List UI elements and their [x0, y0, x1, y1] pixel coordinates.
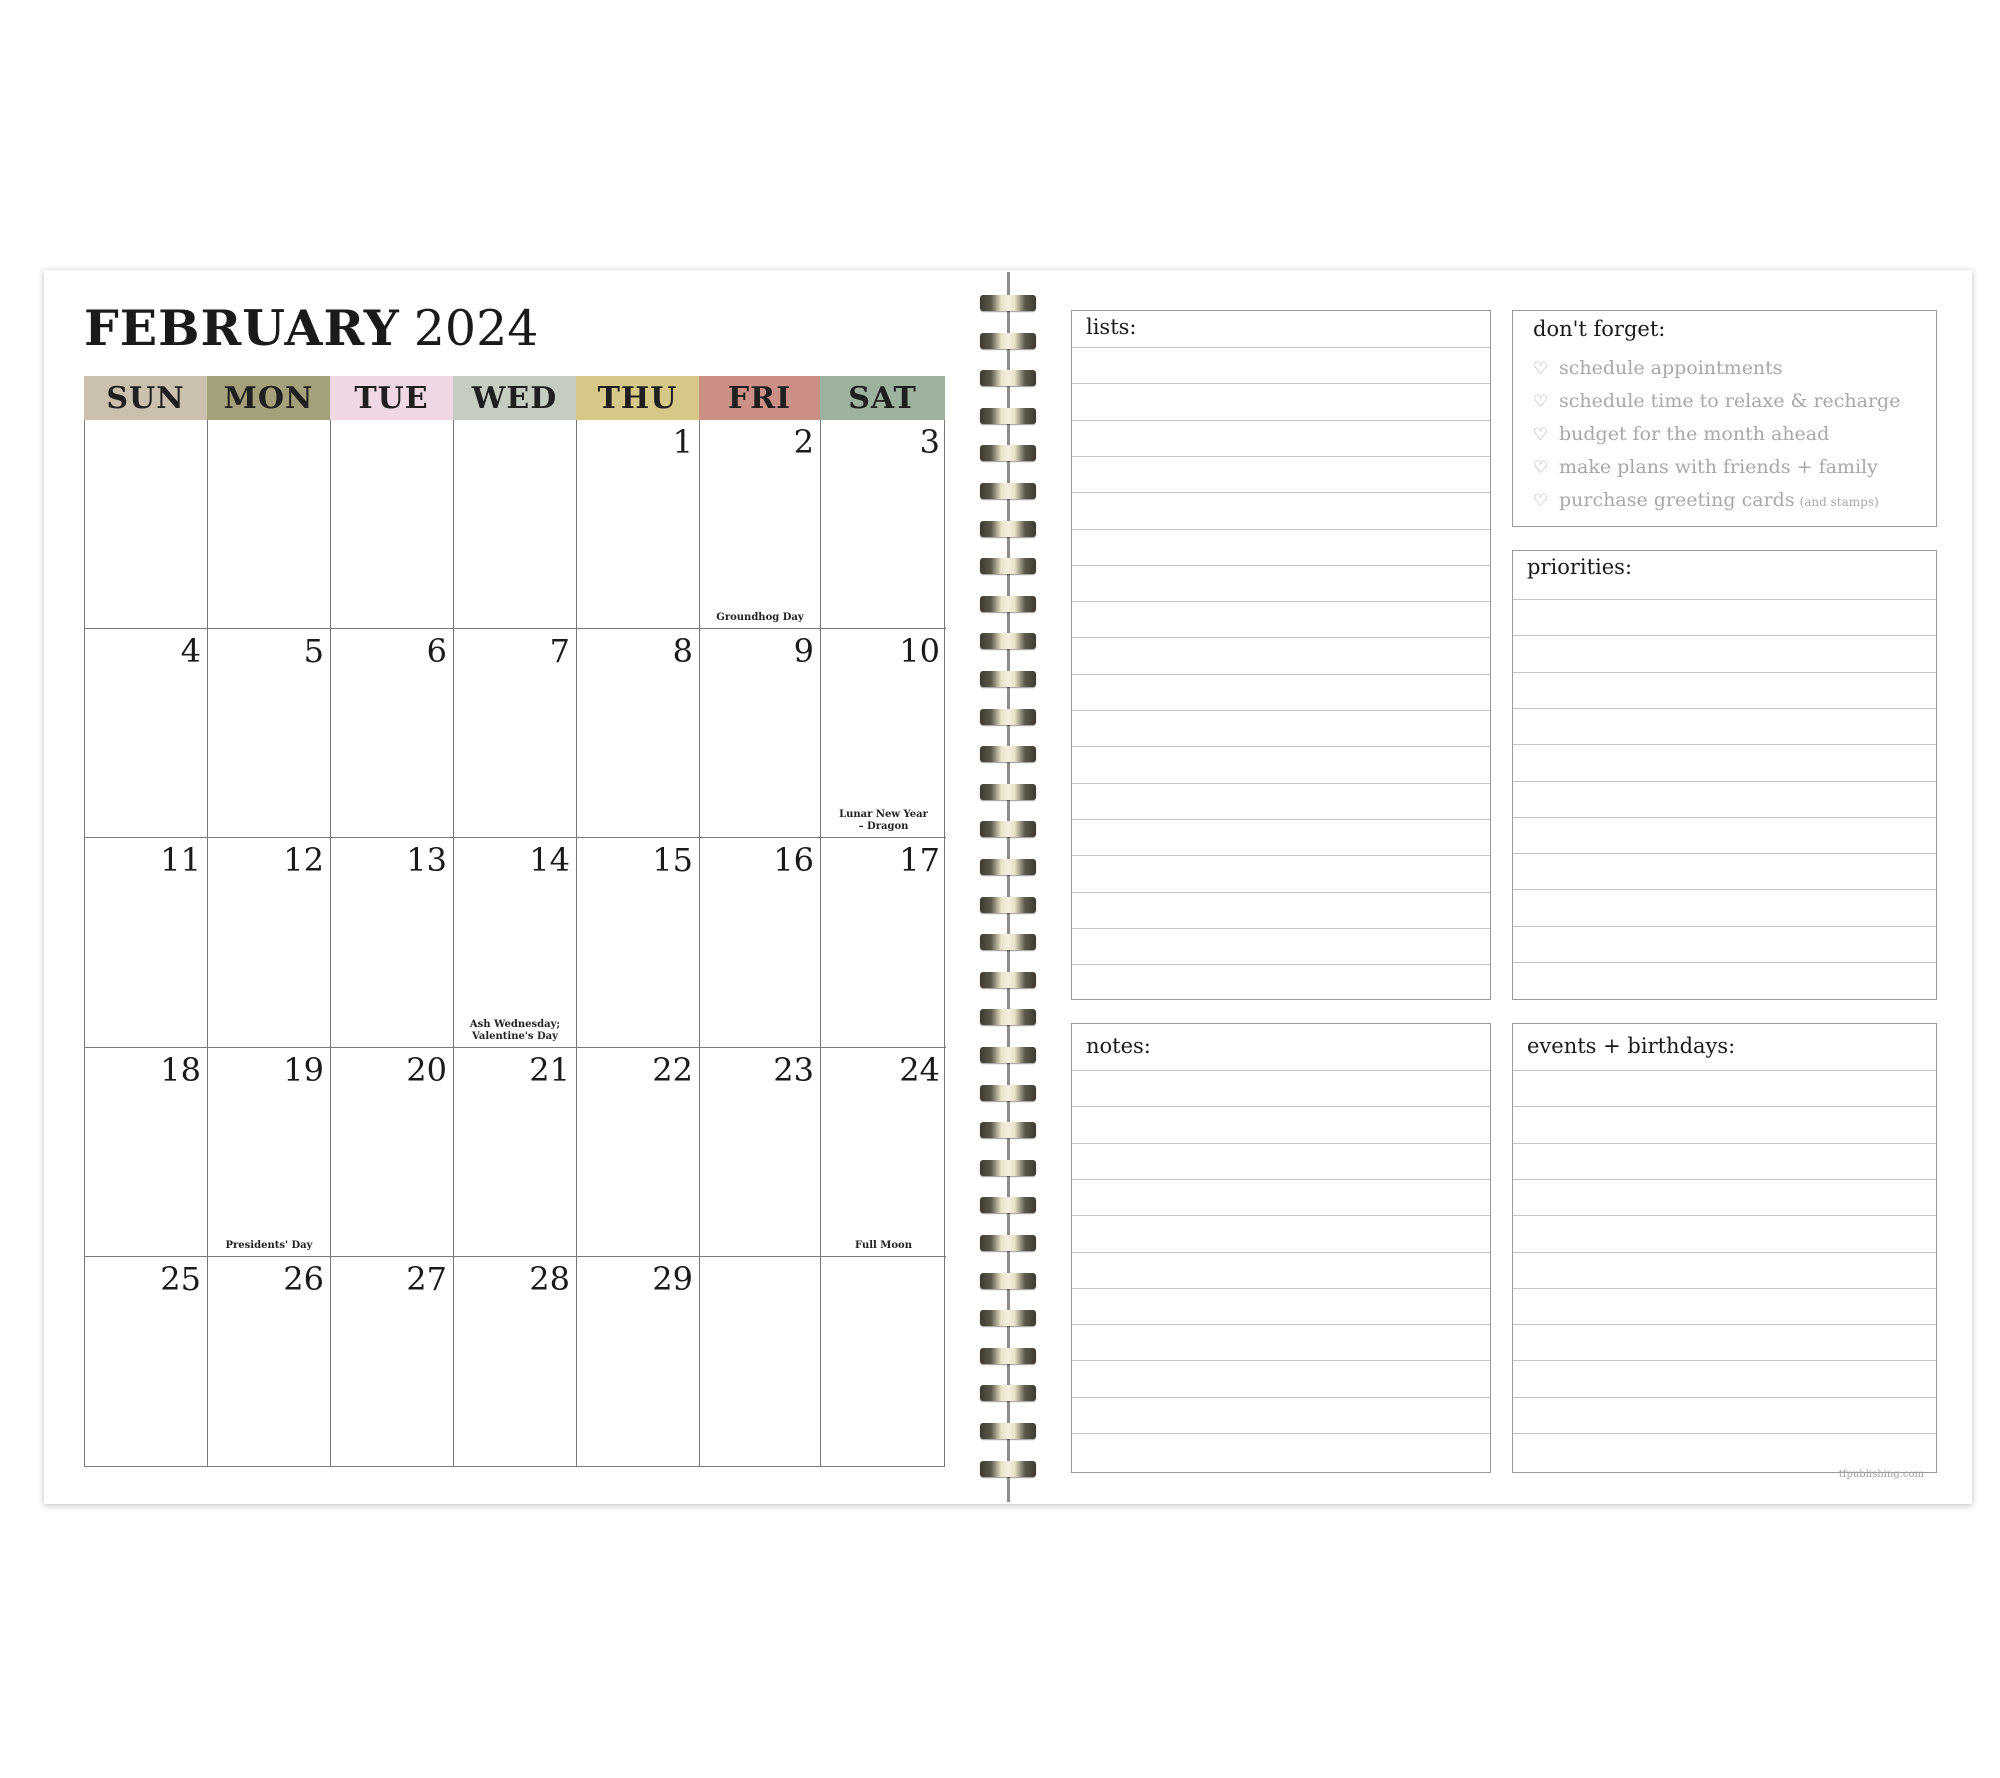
spiral-ring: [980, 1310, 1036, 1326]
spiral-ring: [980, 1348, 1036, 1364]
dont-forget-text: make plans with friends + family: [1559, 456, 1878, 478]
spiral-ring: [980, 671, 1036, 687]
weekday-header-row: [84, 376, 945, 420]
weekday-fri: FRI: [699, 376, 820, 420]
ruled-line: [1072, 892, 1490, 893]
priorities-label: priorities:: [1527, 555, 1633, 579]
holiday-label: Groundhog Day: [716, 612, 804, 624]
heart-outline-icon: ♡: [1533, 491, 1549, 511]
spiral-ring: [980, 1047, 1036, 1063]
day-cell: [85, 838, 208, 1047]
ruled-line: [1072, 383, 1490, 384]
spiral-ring: [980, 596, 1036, 612]
lists-box: [1071, 310, 1491, 1000]
ruled-line: [1513, 1397, 1936, 1398]
day-number: 25: [160, 1259, 201, 1298]
day-number: 16: [773, 841, 814, 880]
spiral-ring: [980, 821, 1036, 837]
holiday-label: Lunar New Year – Dragon: [839, 809, 928, 833]
day-number: 4: [180, 632, 201, 671]
notes-label: notes:: [1086, 1034, 1151, 1058]
ruled-line: [1072, 674, 1490, 675]
day-number: 26: [283, 1259, 324, 1298]
ruled-line: [1072, 637, 1490, 638]
day-number: 3: [919, 423, 940, 461]
dont-forget-text: budget for the month ahead: [1559, 423, 1830, 445]
holiday-label: Presidents' Day: [225, 1239, 313, 1251]
day-number: 12: [283, 841, 324, 880]
spiral-ring: [980, 859, 1036, 875]
day-cell: [208, 1257, 331, 1466]
day-number: 29: [652, 1259, 693, 1298]
weekday-thu: THU: [576, 376, 699, 420]
day-number: 21: [529, 1050, 570, 1089]
holiday-label: Ash Wednesday; Valentine's Day: [469, 1018, 561, 1042]
day-number: 15: [652, 841, 693, 880]
spiral-ring: [980, 1423, 1036, 1439]
ruled-line: [1513, 1324, 1936, 1325]
day-number: 13: [406, 841, 447, 880]
day-cell: [577, 629, 700, 838]
ruled-line: [1072, 1143, 1490, 1144]
ruled-line: [1072, 1324, 1490, 1325]
weekday-mon: MON: [207, 376, 330, 420]
day-cell: [331, 420, 454, 629]
dont-forget-note: (and stamps): [1799, 495, 1879, 509]
ruled-line: [1072, 1397, 1490, 1398]
month-calendar: [84, 376, 945, 1467]
ruled-line: [1513, 1215, 1936, 1216]
publisher-url: tfpublishing.com: [1838, 1469, 1924, 1480]
dont-forget-item: [1533, 421, 1900, 454]
day-cell: [85, 629, 208, 838]
spiral-ring: [980, 445, 1036, 461]
day-number: 9: [793, 632, 814, 671]
dont-forget-box: [1512, 310, 1937, 527]
weekday-tue: TUE: [330, 376, 453, 420]
ruled-line: [1072, 1433, 1490, 1434]
ruled-line: [1072, 710, 1490, 711]
spiral-ring: [980, 897, 1036, 913]
day-number: 8: [672, 632, 693, 671]
ruled-line: [1072, 456, 1490, 457]
day-cell: [454, 838, 577, 1047]
ruled-line: [1513, 672, 1936, 673]
day-cell: [700, 1048, 821, 1257]
dont-forget-list: [1533, 355, 1900, 520]
ruled-line: [1513, 926, 1936, 927]
spiral-ring: [980, 295, 1036, 311]
ruled-line: [1072, 601, 1490, 602]
day-cell: [208, 838, 331, 1047]
day-cell: [85, 420, 208, 629]
spiral-ring: [980, 521, 1036, 537]
dont-forget-item: [1533, 487, 1900, 520]
spiral-ring: [980, 408, 1036, 424]
day-cell: [208, 1048, 331, 1257]
ruled-line: [1072, 347, 1490, 348]
ruled-line: [1072, 529, 1490, 530]
day-number: 14: [529, 841, 570, 880]
day-cell: [454, 629, 577, 838]
ruled-line: [1513, 889, 1936, 890]
day-cell: [821, 629, 946, 838]
day-cell: [821, 1048, 946, 1257]
dont-forget-item: [1533, 355, 1900, 388]
day-number: 24: [899, 1050, 940, 1089]
ruled-line: [1513, 744, 1936, 745]
ruled-line: [1513, 1106, 1936, 1107]
lists-label: lists:: [1086, 315, 1137, 339]
day-cell: [331, 629, 454, 838]
spiral-ring: [980, 709, 1036, 725]
spiral-ring: [980, 1197, 1036, 1213]
day-cell: [454, 1048, 577, 1257]
day-cell: [577, 420, 700, 629]
day-cell: [700, 838, 821, 1047]
spiral-ring: [980, 784, 1036, 800]
weekday-wed: WED: [453, 376, 576, 420]
calendar-grid: [84, 420, 945, 1467]
ruled-line: [1513, 1360, 1936, 1361]
dont-forget-text: schedule time to relaxe & recharge: [1559, 390, 1901, 412]
heart-outline-icon: ♡: [1533, 392, 1549, 412]
day-number: 1: [672, 423, 693, 461]
day-cell: [331, 1048, 454, 1257]
day-cell: [208, 420, 331, 629]
day-cell: [700, 629, 821, 838]
ruled-line: [1072, 855, 1490, 856]
day-cell: [331, 1257, 454, 1466]
dont-forget-item: [1533, 454, 1900, 487]
ruled-line: [1513, 1288, 1936, 1289]
spiral-ring: [980, 558, 1036, 574]
day-number: 10: [899, 632, 940, 671]
day-number: 6: [426, 632, 447, 671]
ruled-line: [1072, 1179, 1490, 1180]
dont-forget-text: schedule appointments: [1559, 357, 1783, 379]
spiral-ring: [980, 1122, 1036, 1138]
ruled-line: [1072, 565, 1490, 566]
day-cell: [577, 1048, 700, 1257]
day-number: 2: [793, 423, 814, 461]
ruled-line: [1513, 1070, 1936, 1071]
ruled-line: [1513, 635, 1936, 636]
events-birthdays-label: events + birthdays:: [1527, 1034, 1736, 1058]
day-number: 20: [406, 1050, 447, 1089]
day-number: 22: [652, 1050, 693, 1089]
day-number: 27: [406, 1259, 447, 1298]
day-cell: [331, 838, 454, 1047]
day-cell: [700, 1257, 821, 1466]
month-name: FEBRUARY: [84, 299, 400, 357]
ruled-line: [1072, 1070, 1490, 1071]
ruled-line: [1513, 1433, 1936, 1434]
weekday-sat: SAT: [820, 376, 945, 420]
heart-outline-icon: ♡: [1533, 458, 1549, 478]
spiral-ring: [980, 1273, 1036, 1289]
ruled-line: [1513, 853, 1936, 854]
ruled-line: [1513, 599, 1936, 600]
day-cell: [577, 838, 700, 1047]
spiral-ring: [980, 1461, 1036, 1477]
day-cell: [208, 629, 331, 838]
day-cell: [821, 420, 946, 629]
notes-box: [1071, 1023, 1491, 1473]
day-number: 17: [899, 841, 940, 880]
day-cell: [85, 1257, 208, 1466]
day-cell: [454, 420, 577, 629]
day-number: 18: [160, 1050, 201, 1089]
dont-forget-text: purchase greeting cards: [1559, 489, 1795, 511]
ruled-line: [1072, 964, 1490, 965]
ruled-line: [1072, 1106, 1490, 1107]
spiral-ring: [980, 1160, 1036, 1176]
ruled-line: [1513, 1252, 1936, 1253]
ruled-line: [1072, 1288, 1490, 1289]
ruled-line: [1072, 1215, 1490, 1216]
day-cell: [821, 838, 946, 1047]
spiral-ring: [980, 934, 1036, 950]
day-cell: [821, 1257, 946, 1466]
ruled-line: [1513, 1143, 1936, 1144]
ruled-line: [1072, 819, 1490, 820]
day-number: 23: [773, 1050, 814, 1089]
day-number: 11: [160, 841, 201, 880]
weekday-sun: SUN: [84, 376, 207, 420]
dont-forget-label: don't forget:: [1533, 317, 1666, 341]
month-title: [84, 298, 538, 358]
ruled-line: [1072, 492, 1490, 493]
ruled-line: [1513, 817, 1936, 818]
priorities-box: [1512, 550, 1937, 1000]
ruled-line: [1513, 781, 1936, 782]
day-number: 7: [549, 632, 570, 671]
spiral-ring: [980, 370, 1036, 386]
ruled-line: [1513, 708, 1936, 709]
spiral-ring: [980, 972, 1036, 988]
spiral-ring: [980, 746, 1036, 762]
spiral-ring: [980, 633, 1036, 649]
spiral-binding: [980, 295, 1036, 1485]
ruled-line: [1072, 1252, 1490, 1253]
spiral-ring: [980, 1235, 1036, 1251]
heart-outline-icon: ♡: [1533, 425, 1549, 445]
day-cell: [85, 1048, 208, 1257]
ruled-line: [1072, 1360, 1490, 1361]
spiral-ring: [980, 1385, 1036, 1401]
heart-outline-icon: ♡: [1533, 359, 1549, 379]
ruled-line: [1072, 420, 1490, 421]
day-number: 5: [303, 632, 324, 671]
ruled-line: [1072, 783, 1490, 784]
month-year: 2024: [413, 300, 539, 357]
ruled-line: [1513, 962, 1936, 963]
ruled-line: [1513, 1179, 1936, 1180]
day-number: 28: [529, 1259, 570, 1298]
ruled-line: [1072, 746, 1490, 747]
day-cell: [577, 1257, 700, 1466]
ruled-line: [1072, 928, 1490, 929]
day-cell: [454, 1257, 577, 1466]
spiral-ring: [980, 1009, 1036, 1025]
day-number: 19: [283, 1050, 324, 1089]
day-cell: [700, 420, 821, 629]
holiday-label: Full Moon: [855, 1239, 912, 1251]
dont-forget-item: [1533, 388, 1900, 421]
spiral-ring: [980, 483, 1036, 499]
spiral-ring: [980, 1085, 1036, 1101]
spiral-ring: [980, 333, 1036, 349]
events-birthdays-box: [1512, 1023, 1937, 1473]
